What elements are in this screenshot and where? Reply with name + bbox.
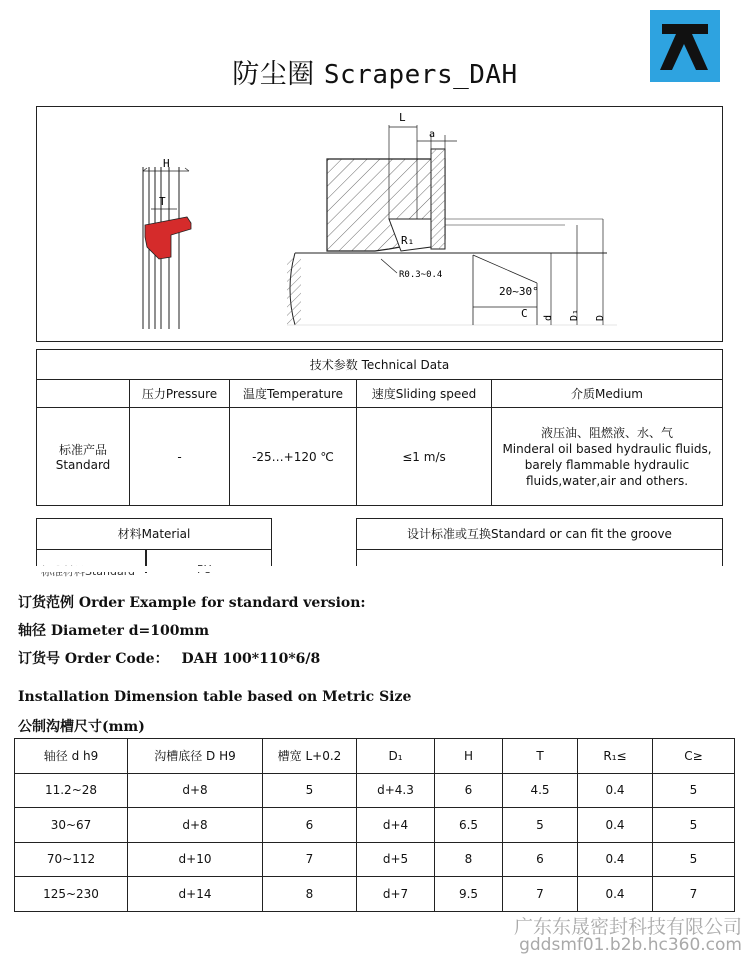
tech-header-medium: 介质Medium bbox=[492, 380, 723, 408]
label-cn: 标准产品 bbox=[58, 443, 107, 457]
tech-row-label bbox=[37, 408, 130, 506]
table-cell: 125~230 bbox=[15, 877, 128, 912]
table-cell: d+8 bbox=[128, 808, 263, 843]
seal-cross-section-drawing bbox=[37, 107, 724, 343]
table-cell: 6.5 bbox=[435, 808, 503, 843]
table-cell: 7 bbox=[653, 877, 735, 912]
table-cell: 6 bbox=[435, 773, 503, 808]
table-cell: 5 bbox=[263, 773, 357, 808]
table-cell: 0.4 bbox=[578, 842, 653, 877]
medium-cn: 液压油、阻燃液、水、气 bbox=[540, 425, 673, 440]
tech-medium-value bbox=[492, 408, 723, 506]
label-r: R0.3~0.4 bbox=[399, 270, 443, 280]
order-code-label: 订货号 Order Code： bbox=[18, 651, 169, 667]
dimension-table bbox=[14, 738, 735, 912]
label-C: C bbox=[521, 307, 528, 320]
title-cn: 防尘圈 bbox=[232, 59, 315, 90]
housing-section bbox=[287, 111, 617, 325]
table-cell: 0.4 bbox=[578, 877, 653, 912]
table-cell: 4.5 bbox=[503, 773, 578, 808]
table-cell: d+4.3 bbox=[357, 773, 435, 808]
label-L: L bbox=[399, 111, 406, 124]
order-example: 订货范例 Order Example for standard version: bbox=[18, 595, 366, 611]
page-title bbox=[0, 52, 750, 91]
table-cell: 8 bbox=[435, 842, 503, 877]
watermark-url: gddsmf01.b2b.hc360.com bbox=[519, 935, 742, 955]
table-cell: 70~112 bbox=[15, 842, 128, 877]
table-cell: d+14 bbox=[128, 877, 263, 912]
material-caption: 材料Material bbox=[37, 519, 271, 550]
table-cell: 5 bbox=[653, 773, 735, 808]
tech-temperature-value: -25…+120 ℃ bbox=[230, 408, 357, 506]
label-d: d bbox=[543, 314, 554, 321]
label-R1: R₁ bbox=[401, 234, 415, 247]
table-cell: 7 bbox=[503, 877, 578, 912]
label-D1: D₁ bbox=[569, 308, 580, 321]
table-cell: d+7 bbox=[357, 877, 435, 912]
table-cell: 5 bbox=[653, 808, 735, 843]
watermark-company: 广东东晟密封科技有限公司 bbox=[513, 916, 742, 938]
label-D: D bbox=[595, 314, 606, 321]
tech-pressure-value: - bbox=[130, 408, 230, 506]
dim-header-0: 轴径 d h9 bbox=[15, 739, 128, 774]
table-cell: d+4 bbox=[357, 808, 435, 843]
table-cell: 9.5 bbox=[435, 877, 503, 912]
label-angle: 20~30° bbox=[499, 285, 539, 298]
table-row bbox=[15, 773, 735, 808]
material-box bbox=[36, 518, 272, 572]
tech-header-empty bbox=[37, 380, 130, 408]
table-cell: 6 bbox=[503, 842, 578, 877]
dim-header-1: 沟槽底径 D H9 bbox=[128, 739, 263, 774]
table-cell: 0.4 bbox=[578, 773, 653, 808]
order-code-value: DAH 100*110*6/8 bbox=[181, 651, 321, 667]
table-row bbox=[15, 877, 735, 912]
order-diameter: 轴径 Diameter d=100mm bbox=[18, 623, 210, 639]
table-cell: 0.4 bbox=[578, 808, 653, 843]
dim-header-5: T bbox=[503, 739, 578, 774]
install-heading-en: Installation Dimension table based on Metric Size bbox=[18, 689, 412, 705]
medium-en: Minderal oil based hydraulic fluids, barely flammable hydraulic fluids,water,air and others. bbox=[502, 441, 712, 488]
company-logo bbox=[650, 10, 720, 82]
dim-header-6: R₁≤ bbox=[578, 739, 653, 774]
table-cell: 5 bbox=[503, 808, 578, 843]
tech-header-temperature: 温度Temperature bbox=[230, 380, 357, 408]
dimension-header-row bbox=[15, 739, 735, 774]
technical-data-table bbox=[36, 349, 723, 506]
title-en: Scrapers_DAH bbox=[323, 60, 518, 90]
table-cell: d+5 bbox=[357, 842, 435, 877]
tech-speed-value: ≤1 m/s bbox=[357, 408, 492, 506]
dim-header-3: D₁ bbox=[357, 739, 435, 774]
image-cut bbox=[0, 566, 750, 572]
standard-box bbox=[356, 518, 723, 572]
label-T: T bbox=[159, 195, 166, 208]
table-row bbox=[15, 842, 735, 877]
label-a: a bbox=[429, 129, 436, 140]
table-cell: 5 bbox=[653, 842, 735, 877]
tech-header-pressure: 压力Pressure bbox=[130, 380, 230, 408]
dim-header-4: H bbox=[435, 739, 503, 774]
install-heading-cn: 公制沟槽尺寸(mm) bbox=[18, 719, 145, 735]
table-cell: 7 bbox=[263, 842, 357, 877]
table-cell: d+10 bbox=[128, 842, 263, 877]
table-row bbox=[15, 808, 735, 843]
logo-mark-icon bbox=[650, 10, 720, 82]
technical-drawing bbox=[36, 106, 723, 342]
technical-data-caption: 技术参数 Technical Data bbox=[37, 350, 723, 380]
seal-profile-small bbox=[143, 157, 191, 329]
label-en: Standard bbox=[55, 458, 111, 472]
order-code bbox=[18, 648, 320, 668]
standard-caption: 设计标准或互换Standard or can fit the groove bbox=[357, 519, 722, 550]
dim-header-7: C≥ bbox=[653, 739, 735, 774]
table-cell: 11.2~28 bbox=[15, 773, 128, 808]
tech-header-speed: 速度Sliding speed bbox=[357, 380, 492, 408]
table-cell: 6 bbox=[263, 808, 357, 843]
table-cell: 8 bbox=[263, 877, 357, 912]
dim-header-2: 槽宽 L+0.2 bbox=[263, 739, 357, 774]
table-cell: d+8 bbox=[128, 773, 263, 808]
table-cell: 30~67 bbox=[15, 808, 128, 843]
label-H: H bbox=[163, 157, 170, 170]
